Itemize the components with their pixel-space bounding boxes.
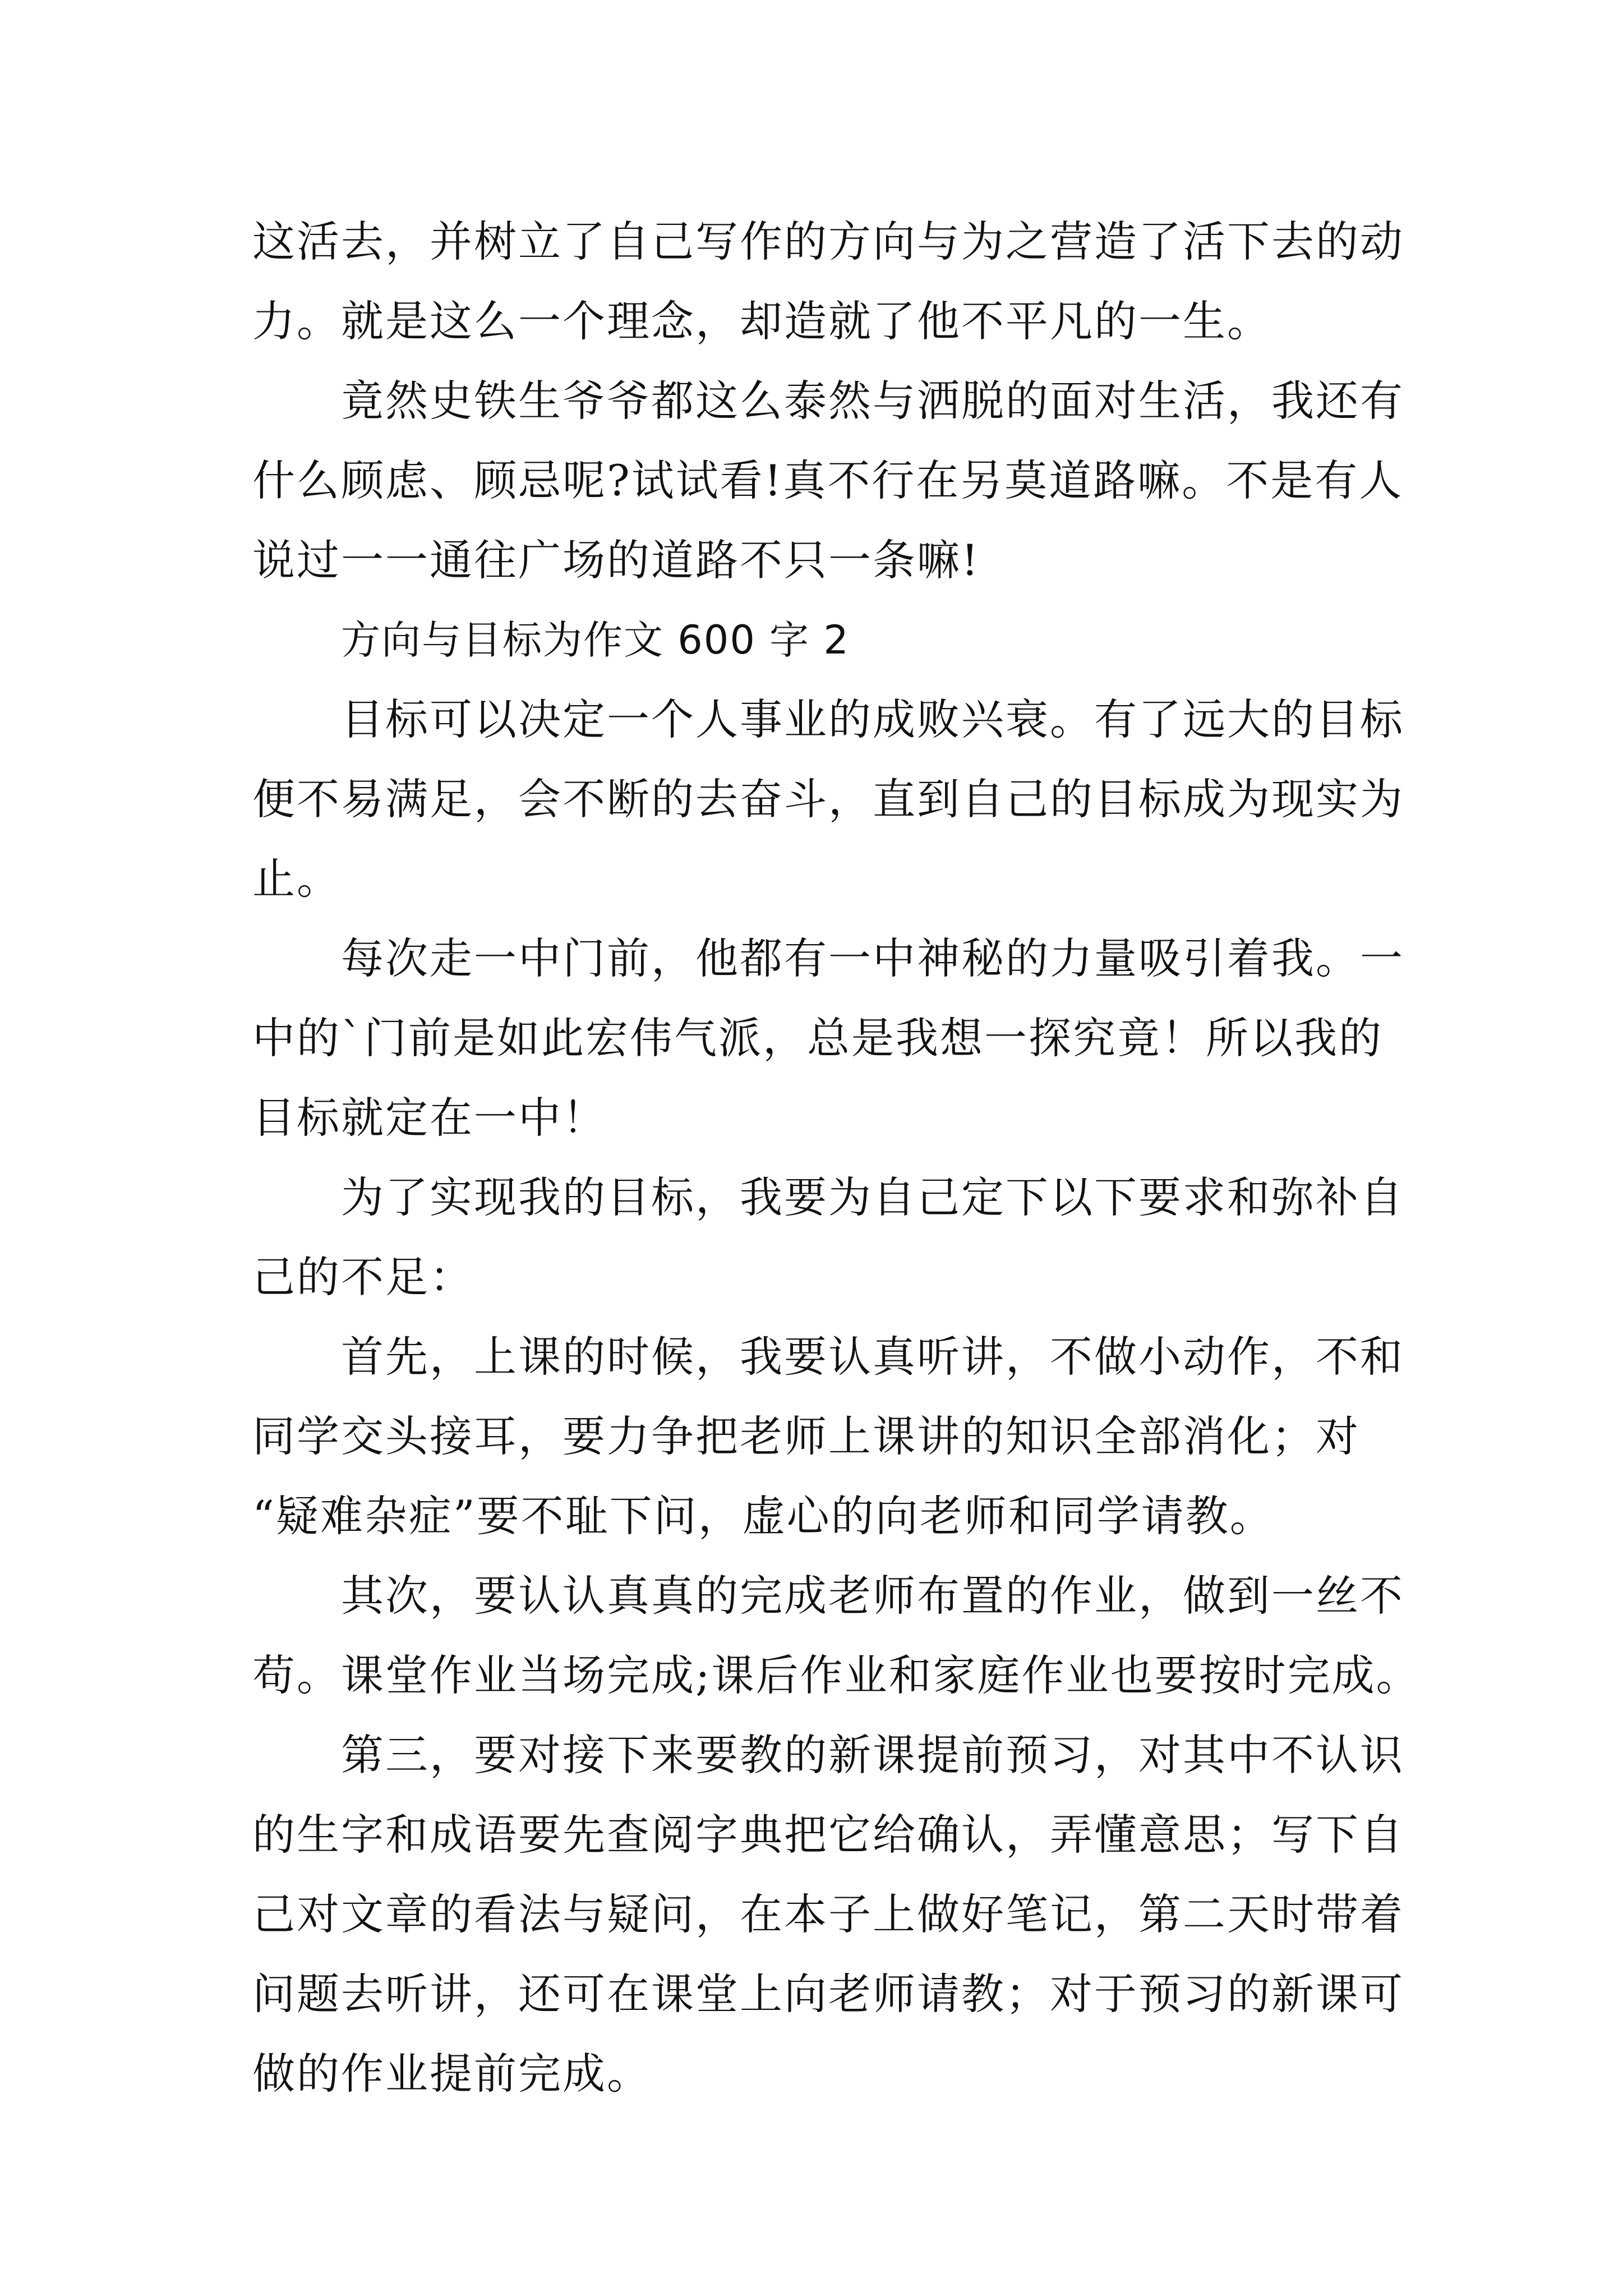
paragraph-start-line: 首先，上课的时候，我要认真听讲，不做小动作，不和 [341,1332,1404,1382]
paragraph-start-line: 第三，要对接下来要教的新课提前预习，对其中不认识 [341,1730,1404,1780]
text-line: 止。 [252,854,341,904]
text-line: 同学交头接耳，要力争把老师上课讲的知识全部消化；对 [252,1411,1360,1461]
text-line: 做的作业提前完成。 [252,2049,651,2099]
text-line: “疑难杂症”要不耻下问，虚心的向老师和同学请教。 [252,1491,1274,1541]
text-line: 力。就是这么一个理念，却造就了他不平凡的一生。 [252,296,1271,346]
text-line: 说过一一通往广场的道路不只一条嘛! [252,535,980,585]
section-heading: 方向与目标为作文 600 字 2 [341,617,850,663]
text-line: 这活去，并树立了自己写作的方向与为之营造了活下去的动 [252,217,1404,266]
text-line: 中的`门前是如此宏伟气派，总是我想一探究竟！所以我的 [252,1013,1383,1063]
document-body [252,202,1421,2114]
text-line: 苟。课堂作业当场完成;课后作业和家庭作业也要按时完成。 [252,1650,1421,1700]
text-line: 己的不足： [252,1252,474,1302]
paragraph-start-line: 为了实现我的目标，我要为自己定下以下要求和弥补自 [341,1172,1404,1222]
text-line: 问题去听讲，还可在课堂上向老师请教；对于预习的新课可 [252,1969,1404,2019]
text-line: 便不易满足，会不断的去奋斗，直到自己的目标成为现实为 [252,774,1404,824]
text-line: 己对文章的看法与疑问，在本子上做好笔记，第二天时带着 [252,1889,1404,1939]
paragraph-start-line: 其次，要认认真真的完成老师布置的作业，做到一丝不 [341,1571,1404,1621]
paragraph-start-line: 每次走一中门前，他都有一中神秘的力量吸引着我。一 [341,933,1404,983]
text-line: 什么顾虑、顾忌呢?试试看!真不行在另莫道路嘛。不是有人 [252,455,1404,505]
paragraph-start-line: 竟然史铁生爷爷都这么泰然与洒脱的面对生活，我还有 [341,376,1404,426]
paragraph-start-line: 目标可以决定一个人事业的成败兴衰。有了远大的目标 [341,694,1404,744]
text-line: 的生字和成语要先查阅字典把它给确认，弄懂意思；写下自 [252,1810,1404,1860]
text-line: 目标就定在一中！ [252,1093,607,1143]
